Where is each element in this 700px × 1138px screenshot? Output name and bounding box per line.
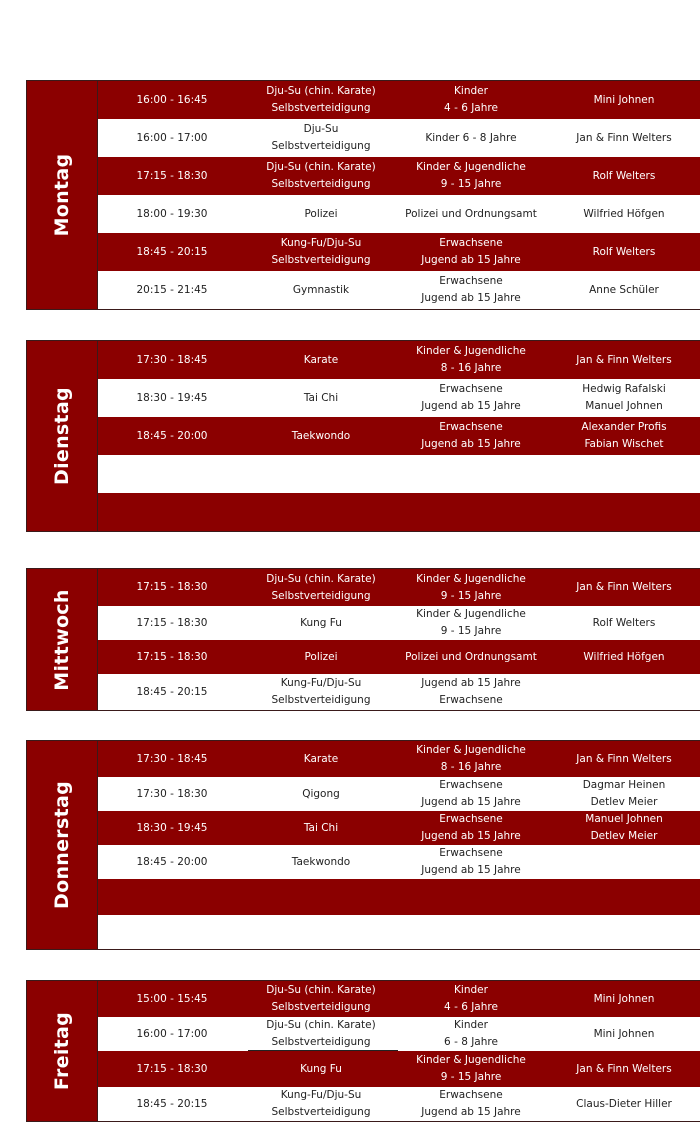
divider-line [248,1050,398,1051]
course-cell: Karate [303,752,339,765]
course-cell: Dju-Su (chin. Karate) Selbstverteidigung [266,85,376,114]
day-rows [98,341,700,531]
day-label [27,81,98,309]
day-block-freitag [26,980,700,1122]
group-cell: Erwachsene Jugend ab 15 Jahre [421,421,521,450]
schedule-row [98,341,700,379]
day-rows [98,981,700,1121]
trainer-cell: Jan & Finn Welters [576,353,672,366]
time-cell: 18:45 - 20:15 [136,1097,208,1110]
day-label [27,981,98,1121]
group-cell: Erwachsene Jugend ab 15 Jahre [421,383,521,412]
schedule-row [98,674,700,710]
course-cell: Taekwondo [291,429,351,442]
time-cell: 17:30 - 18:30 [136,787,208,800]
day-rows [98,741,700,949]
group-cell: Kinder & Jugendliche 9 - 15 Jahre [416,572,526,602]
time-cell: 18:30 - 19:45 [136,391,208,404]
course-cell: Kung-Fu/Dju-Su Selbstverteidigung [271,237,371,266]
day-label [27,741,98,949]
day-name: Mittwoch [51,588,73,691]
time-cell: 17:15 - 18:30 [136,616,208,629]
trainer-cell: Anne Schüler [589,283,659,296]
course-cell: Kung-Fu/Dju-Su Selbstverteidigung [271,677,371,706]
day-block-donnerstag [26,740,700,950]
time-cell: 18:00 - 19:30 [136,207,208,220]
day-name: Montag [51,153,73,237]
day-name: Dienstag [51,387,73,485]
day-block-montag [26,80,700,310]
trainer-cell: Rolf Welters [592,169,656,182]
schedule-row [98,1017,700,1051]
schedule-row [98,1051,700,1087]
course-cell: Dju-Su Selbstverteidigung [271,123,371,152]
group-cell: Kinder 6 - 8 Jahre [444,1019,498,1048]
time-cell: 17:15 - 18:30 [136,169,208,182]
group-cell: Jugend ab 15 Jahre Erwachsene [421,677,521,706]
time-cell: 16:00 - 17:00 [136,131,208,144]
schedule-row [98,981,700,1017]
trainer-cell: Mini Johnen [593,1027,655,1040]
course-cell: Dju-Su (chin. Karate) Selbstverteidigung [266,1019,376,1048]
time-cell: 17:15 - 18:30 [136,1062,208,1075]
group-cell: Polizei und Ordnungsamt [405,650,537,663]
course-cell: Taekwondo [291,855,351,868]
schedule-row [98,195,700,233]
schedule-row [98,915,700,949]
trainer-cell: Jan & Finn Welters [576,752,672,765]
time-cell: 18:45 - 20:15 [136,685,208,698]
trainer-cell: Manuel Johnen Detlev Meier [585,813,663,842]
group-cell: Kinder 4 - 6 Jahre [444,85,498,114]
schedule-row [98,569,700,606]
schedule-row [98,640,700,674]
time-cell: 18:30 - 19:45 [136,821,208,834]
trainer-cell: Wilfried Höfgen [583,207,665,220]
schedule-row [98,845,700,879]
day-rows [98,81,700,309]
time-cell: 18:45 - 20:15 [136,245,208,258]
trainer-cell: Claus-Dieter Hiller [576,1097,672,1110]
schedule-row [98,606,700,640]
course-cell: Kung-Fu/Dju-Su Selbstverteidigung [271,1089,371,1118]
schedule-row [98,271,700,309]
group-cell: Kinder & Jugendliche 9 - 15 Jahre [416,1054,526,1083]
group-cell: Kinder 6 - 8 Jahre [425,131,517,144]
time-cell: 18:45 - 20:00 [136,429,208,442]
course-cell: Polizei [304,650,338,663]
group-cell: Erwachsene Jugend ab 15 Jahre [421,1089,521,1118]
schedule-row [98,417,700,455]
group-cell: Kinder & Jugendliche 8 - 16 Jahre [416,744,526,773]
schedule-row [98,379,700,417]
group-cell: Polizei und Ordnungsamt [405,207,537,220]
trainer-cell: Dagmar Heinen Detlev Meier [582,779,666,808]
schedule-row [98,741,700,777]
group-cell: Erwachsene Jugend ab 15 Jahre [421,847,521,876]
group-cell: Erwachsene Jugend ab 15 Jahre [421,779,521,808]
day-block-dienstag [26,340,700,532]
day-name: Freitag [51,1011,73,1091]
time-cell: 17:15 - 18:30 [136,650,208,663]
course-cell: Tai Chi [303,391,339,404]
schedule-row [98,81,700,119]
time-cell: 20:15 - 21:45 [136,283,208,296]
group-cell: Erwachsene Jugend ab 15 Jahre [421,275,521,304]
group-cell: Kinder & Jugendliche 8 - 16 Jahre [416,345,526,374]
trainer-cell: Hedwig Rafalski Manuel Johnen [582,383,666,412]
day-name: Donnerstag [51,781,73,909]
schedule-row [98,493,700,531]
day-label [27,569,98,710]
time-cell: 15:00 - 15:45 [136,992,208,1005]
trainer-cell: Jan & Finn Welters [576,1062,672,1075]
course-cell: Dju-Su (chin. Karate) Selbstverteidigung [266,161,376,190]
course-cell: Gymnastik [292,283,350,296]
time-cell: 16:00 - 17:00 [136,1027,208,1040]
schedule-row [98,777,700,811]
day-block-mittwoch [26,568,700,711]
trainer-cell: Jan & Finn Welters [576,131,672,144]
schedule-row [98,811,700,845]
course-cell: Qigong [302,787,340,800]
time-cell: 16:00 - 16:45 [136,93,208,106]
schedule-row [98,879,700,915]
trainer-cell: Rolf Welters [592,616,656,629]
time-cell: 17:15 - 18:30 [136,581,208,593]
course-cell: Kung Fu [300,1062,342,1075]
group-cell: Erwachsene Jugend ab 15 Jahre [421,813,521,842]
trainer-cell: Rolf Welters [592,245,656,258]
trainer-cell: Wilfried Höfgen [583,650,665,663]
course-cell: Tai Chi [303,821,339,834]
time-cell: 17:30 - 18:45 [136,353,208,366]
day-label [27,341,98,531]
schedule-row [98,119,700,157]
group-cell: Kinder & Jugendliche 9 - 15 Jahre [416,161,526,190]
group-cell: Kinder 4 - 6 Jahre [444,984,498,1013]
course-cell: Karate [303,353,339,366]
course-cell: Dju-Su (chin. Karate) Selbstverteidigung [266,984,376,1013]
day-rows [98,569,700,710]
course-cell: Kung Fu [300,616,342,629]
trainer-cell: Mini Johnen [593,992,655,1005]
schedule-row [98,157,700,195]
trainer-cell: Mini Johnen [593,93,655,106]
course-cell: Dju-Su (chin. Karate) Selbstverteidigung [266,572,376,602]
schedule-row [98,455,700,493]
trainer-cell: Alexander Profis Fabian Wischet [581,421,667,450]
trainer-cell: Jan & Finn Welters [576,581,672,593]
course-cell: Polizei [304,207,338,220]
group-cell: Kinder & Jugendliche 9 - 15 Jahre [416,608,526,637]
schedule-row [98,233,700,271]
time-cell: 18:45 - 20:00 [136,855,208,868]
group-cell: Erwachsene Jugend ab 15 Jahre [421,237,521,266]
schedule-row [98,1087,700,1121]
time-cell: 17:30 - 18:45 [136,752,208,765]
